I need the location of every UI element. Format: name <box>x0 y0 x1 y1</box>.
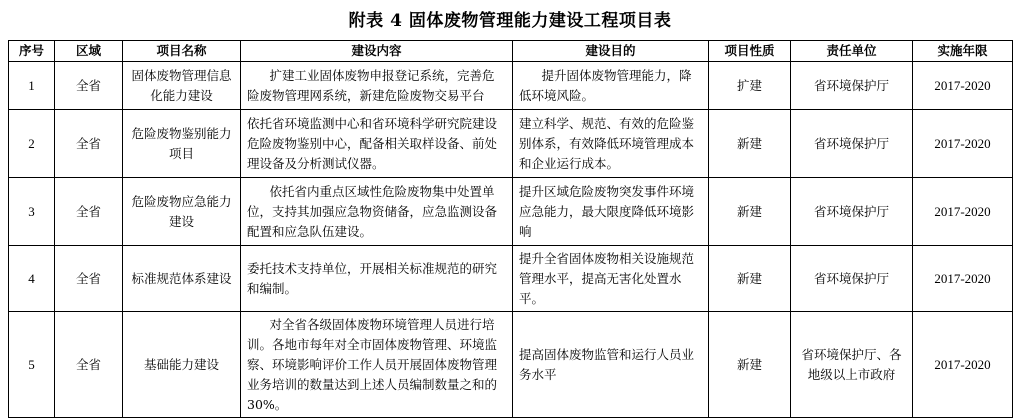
cell-purpose: 提升全省固体废物相关设施规范管理水平，提高无害化处置水平。 <box>513 246 709 312</box>
cell-content: 依托省内重点区域性危险废物集中处置单位，支持其加强应急物资储备，应急监测设备配置和应急队伍建设。 <box>241 178 513 246</box>
table-row <box>9 62 1013 110</box>
cell-name: 标准规范体系建设 <box>123 246 241 312</box>
table-row <box>9 178 1013 246</box>
table-row <box>9 246 1013 312</box>
cell-years: 2017-2020 <box>913 178 1013 246</box>
cell-content: 对全省各级固体废物环境管理人员进行培训。各地市每年对全市固体废物管理、环境监察、环境影响评价工作人员开展固体废物管理业务培训的数量达到上述人员编制数量之和的 30%。 <box>241 312 513 418</box>
cell-content: 扩建工业固体废物申报登记系统，完善危险废物管理网系统，新建危险废物交易平台 <box>241 62 513 110</box>
cell-unit: 省环境保护厅、各地级以上市政府 <box>791 312 913 418</box>
cell-years: 2017-2020 <box>913 110 1013 178</box>
cell-years: 2017-2020 <box>913 246 1013 312</box>
cell-years: 2017-2020 <box>913 62 1013 110</box>
header-name: 项目名称 <box>123 41 241 62</box>
cell-no: 5 <box>9 312 55 418</box>
cell-purpose: 提升区域危险废物突发事件环境应急能力，最大限度降低环境影响 <box>513 178 709 246</box>
cell-name: 危险废物鉴别能力项目 <box>123 110 241 178</box>
cell-nature: 新建 <box>709 110 791 178</box>
header-no: 序号 <box>9 41 55 62</box>
cell-region: 全省 <box>55 110 123 178</box>
cell-nature: 新建 <box>709 312 791 418</box>
cell-name: 基础能力建设 <box>123 312 241 418</box>
cell-name: 固体废物管理信息化能力建设 <box>123 62 241 110</box>
header-region: 区域 <box>55 41 123 62</box>
cell-region: 全省 <box>55 62 123 110</box>
header-unit: 责任单位 <box>791 41 913 62</box>
cell-content: 依托省环境监测中心和省环境科学研究院建设危险废物鉴别中心，配备相关取样设备、前处理设备及分析测试仪器。 <box>241 110 513 178</box>
cell-unit: 省环境保护厅 <box>791 246 913 312</box>
header-purpose: 建设目的 <box>513 41 709 62</box>
cell-no: 3 <box>9 178 55 246</box>
cell-no: 4 <box>9 246 55 312</box>
table-row <box>9 110 1013 178</box>
cell-unit: 省环境保护厅 <box>791 110 913 178</box>
project-table <box>8 40 1013 418</box>
cell-purpose: 提升固体废物管理能力，降低环境风险。 <box>513 62 709 110</box>
cell-no: 2 <box>9 110 55 178</box>
cell-unit: 省环境保护厅 <box>791 62 913 110</box>
cell-region: 全省 <box>55 312 123 418</box>
cell-nature: 新建 <box>709 246 791 312</box>
cell-content: 委托技术支持单位，开展相关标准规范的研究和编制。 <box>241 246 513 312</box>
table-row <box>9 312 1013 418</box>
cell-name: 危险废物应急能力建设 <box>123 178 241 246</box>
cell-years: 2017-2020 <box>913 312 1013 418</box>
table-title: 附表 4 固体废物管理能力建设工程项目表 <box>348 11 672 31</box>
cell-purpose: 建立科学、规范、有效的危险鉴别体系，有效降低环境管理成本和企业运行成本。 <box>513 110 709 178</box>
cell-nature: 新建 <box>709 178 791 246</box>
header-years: 实施年限 <box>913 41 1013 62</box>
header-nature: 项目性质 <box>709 41 791 62</box>
cell-region: 全省 <box>55 246 123 312</box>
header-content: 建设内容 <box>241 41 513 62</box>
cell-region: 全省 <box>55 178 123 246</box>
cell-purpose: 提高固体废物监管和运行人员业务水平 <box>513 312 709 418</box>
cell-no: 1 <box>9 62 55 110</box>
cell-unit: 省环境保护厅 <box>791 178 913 246</box>
table-header-row <box>9 41 1013 62</box>
cell-nature: 扩建 <box>709 62 791 110</box>
